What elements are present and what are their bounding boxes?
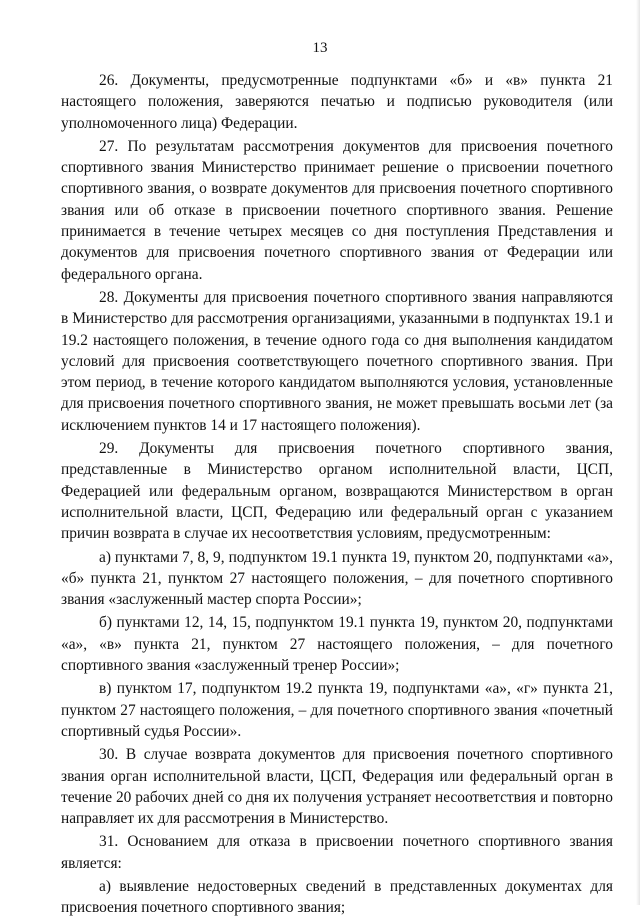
paragraph-31-a: а) выявление недостоверных сведений в представленных документах для присвоения почетного спортивного звания;: [61, 877, 613, 917]
paragraph-28: 28. Документы для присвоения почетного спортивного звания направляются в Министерство для рассмотрения организациями, указанными в подпунктах 19.1 и 19.2 настоящего положения, в течение одного года со дня выполнения кандидатом условий для присвоения соответствующего почетного спортивного звания. При этом период, в течение которого кандидатом выполняются условия, установленные для присвоения почетного спортивного звания, не может превышать восьми лет (за исключением пунктов 14 и 17 настоящего положения).: [61, 288, 613, 434]
paragraph-29: 29. Документы для присвоения почетного спортивного звания, представленные в Министерство органом исполнительной власти, ЦСП, Федерацией или федеральным органом, возвращаются Министерством в орган исполнительной власти, ЦСП, Федерацию или федеральный орган с указанием причин возврата в случае их несоответствия условиям, предусмотренным:: [61, 440, 613, 543]
paragraph-26: 26. Документы, предусмотренные подпунктами «б» и «в» пункта 21 настоящего положения, заверяются печатью и подписью руководителя (или уполномоченного лица) Федерации.: [61, 72, 613, 132]
scan-edge-shadow: [636, 0, 640, 905]
paragraph-31: 31. Основанием для отказа в присвоении почетного спортивного звания является:: [61, 833, 613, 872]
document-body: [61, 70, 613, 919]
page-number: 13: [312, 40, 328, 56]
paragraph-29-a: а) пунктами 7, 8, 9, подпунктом 19.1 пункта 19, пунктом 20, подпунктами «а», «б» пункта 21, пунктом 27 настоящего положения, – для почетного спортивного звания «заслуженный мастер спорта России»;: [61, 548, 613, 609]
paragraph-27: 27. По результатам рассмотрения документов для присвоения почетного спортивного звания Министерство принимает решение о присвоении почетного спортивного звания, о возврате документов для присвоения почетного спортивного звания или об отказе в присвоении почетного спортивного звания. Решение принимается в течение четырех месяцев со дня поступления Представления и документов для присвоения почетного спортивного звания от Федерации или федерального органа.: [61, 137, 613, 283]
paragraph-30: 30. В случае возврата документов для присвоения почетного спортивного звания орган исполнительной власти, ЦСП, Федерация или федеральный орган в течение 20 рабочих дней со дня их получения устраняет несоответствия и повторно направляет их для рассмотрения в Министерство.: [61, 746, 613, 828]
paragraph-29-v: в) пунктом 17, подпунктом 19.2 пункта 19, подпунктами «а», «г» пункта 21, пунктом 27 настоящего положения, – для почетного спортивного звания «почетный спортивный судья России».: [61, 680, 613, 740]
paragraph-29-b: б) пунктами 12, 14, 15, подпунктом 19.1 пункта 19, пунктом 20, подпунктами «а», «в» пункта 21, пунктом 27 настоящего положения, – для почетного спортивного звания «заслуженный тренер России»;: [61, 614, 613, 675]
